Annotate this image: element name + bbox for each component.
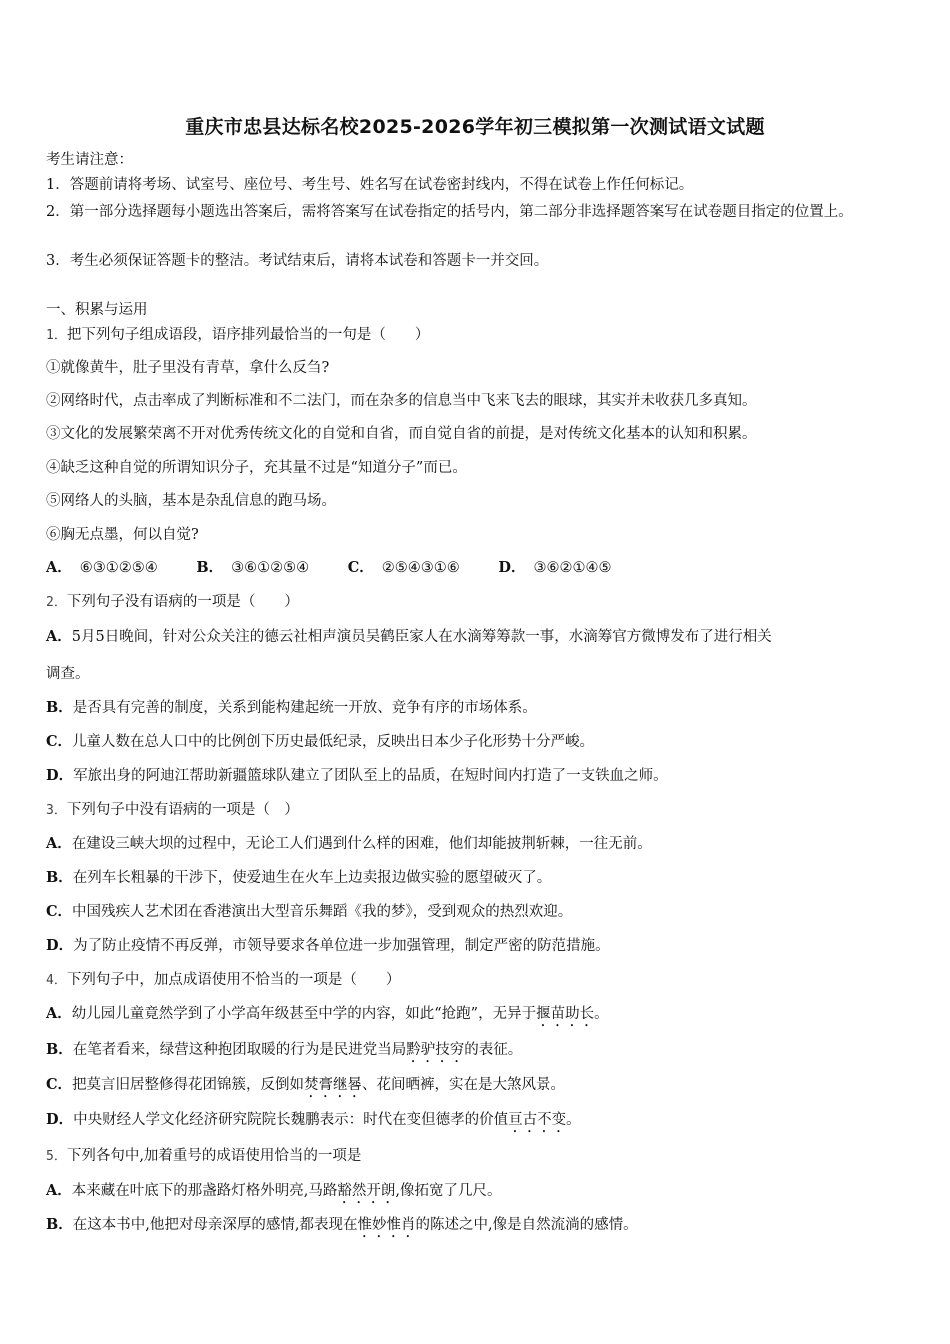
question-text: 下列各句中,加着重号的成语使用恰当的一项是 — [66, 1148, 362, 1164]
option-key: D． — [46, 937, 74, 954]
q5-option-a — [46, 1181, 906, 1207]
option-text: 军旅出身的阿迪江帮助新疆篮球队建立了团队至上的品质，在短时间内打造了一支铁血之师。 — [73, 768, 668, 784]
q1-sentence-5: ⑤网络人的头脑，基本是杂乱信息的跑马场。 — [46, 493, 336, 509]
option-text: 在笔者看来，绿营这种抱团取暖的行为是民进党当局 — [72, 1042, 407, 1058]
option-key: B． — [46, 1041, 73, 1058]
option-text-end: ,像拓宽了几尺。 — [395, 1183, 502, 1199]
option-key: C． — [46, 733, 73, 750]
dotted-idiom: 焚膏继晷 — [304, 1077, 363, 1093]
option-key: A． — [46, 559, 72, 576]
dotted-idiom: 亘古不变 — [508, 1112, 567, 1128]
dotted-idiom: 豁然开朗 — [337, 1183, 396, 1199]
question-4-stem — [46, 970, 906, 991]
question-number: 1． — [46, 328, 67, 343]
option-key: D． — [46, 767, 74, 784]
q2-option-a-cont: 调查。 — [46, 666, 90, 682]
question-text: 把下列句子组成语段，语序排列最恰当的一句是（ ） — [66, 327, 430, 343]
option-text-end: 、花间晒裤，实在是大煞风景。 — [362, 1077, 566, 1093]
option-text: ③⑥②①④⑤ — [533, 560, 612, 576]
dotted-idiom: 惟妙惟肖 — [357, 1217, 416, 1233]
option-text: 在建设三峡大坝的过程中，无论工人们遇到什么样的困难，他们却能披荆斩棘，一往无前。 — [71, 836, 652, 852]
question-1-stem — [46, 325, 906, 346]
question-text: 下列句子没有语病的一项是（ ） — [66, 594, 299, 610]
option-text: 在列车长粗暴的干涉下，使爱迪生在火车上边卖报边做实验的愿望破灭了。 — [72, 870, 552, 886]
question-number: 4． — [46, 973, 67, 988]
notice-item-1: 1．答题前请将考场、试室号、座位号、考生号、姓名写在试卷密封线内，不得在试卷上作任何标记。 — [46, 177, 694, 193]
q2-option-a — [46, 627, 906, 647]
q1-sentence-6: ⑥胸无点墨，何以自觉? — [46, 527, 199, 543]
option-key: B． — [46, 1216, 73, 1233]
q3-option-c — [46, 902, 906, 922]
option-text: 是否具有完善的制度，关系到能构建起统一开放、竞争有序的市场体系。 — [72, 700, 537, 716]
q4-option-a — [46, 1004, 906, 1030]
q1-options — [46, 558, 645, 578]
q4-option-d — [46, 1110, 906, 1136]
q1-sentence-2: ②网络时代，点击率成了判断标准和不二法门，而在杂多的信息当中飞来飞去的眼球，其实并未收获几多真知。 — [46, 393, 757, 409]
option-text: 5月5日晚间，针对公众关注的德云社相声演员吴鹤臣家人在水滴筹筹款一事，水滴筹官方微博发布了进行相关 — [71, 629, 772, 645]
option-key: A． — [46, 835, 72, 852]
q1-option-d — [498, 558, 611, 578]
q4-option-b — [46, 1040, 906, 1066]
option-text-end: 的陈述之中,像是自然流淌的感情。 — [415, 1217, 638, 1233]
page-title: 重庆市忠县达标名校2025-2026学年初三模拟第一次测试语文试题 — [185, 116, 765, 138]
option-text: 儿童人数在总人口中的比例创下历史最低纪录，反映出日本少子化形势十分严峻。 — [72, 734, 595, 750]
option-text: 中国残疾人艺术团在香港演出大型音乐舞蹈《我的梦》，受到观众的热烈欢迎。 — [72, 904, 573, 920]
question-text: 下列句子中没有语病的一项是（ ） — [66, 802, 299, 818]
question-text: 下列句子中，加点成语使用不恰当的一项是（ ） — [66, 972, 401, 988]
q2-option-b — [46, 698, 906, 718]
option-key: B． — [46, 699, 73, 716]
option-text-end: 。 — [594, 1006, 609, 1022]
option-text: 为了防止疫情不再反弹，市领导要求各单位进一步加强管理，制定严密的防范措施。 — [73, 938, 610, 954]
q3-option-d — [46, 936, 906, 956]
q1-option-a — [46, 558, 158, 578]
q1-sentence-3: ③文化的发展繁荣离不开对优秀传统文化的自觉和自省，而自觉自省的前提，是对传统文化基本的认知和积累。 — [46, 426, 757, 442]
question-number: 5． — [46, 1149, 67, 1164]
q3-option-b — [46, 868, 906, 888]
option-key: C． — [347, 559, 374, 576]
option-key: D． — [498, 559, 526, 576]
option-key: B． — [196, 559, 224, 576]
dotted-idiom: 揠苗助长 — [536, 1006, 595, 1022]
option-key: A． — [46, 628, 72, 645]
question-3-stem — [46, 800, 906, 821]
question-number: 3． — [46, 803, 67, 818]
notice-item-3: 3．考生必须保证答题卡的整洁。考试结束后，请将本试卷和答题卡一并交回。 — [46, 253, 549, 269]
option-key: B． — [46, 869, 73, 886]
option-text: ②⑤④③①⑥ — [381, 560, 460, 576]
option-text: 中央财经人学文化经济研究院院长魏鹏表示：时代在变但德孝的价值 — [73, 1112, 509, 1128]
option-key: C． — [46, 1076, 73, 1093]
q3-option-a — [46, 834, 906, 854]
q1-option-c — [348, 558, 460, 578]
notice-heading: 考生请注意： — [46, 152, 133, 168]
option-text: ③⑥①②⑤④ — [231, 560, 310, 576]
q5-option-b — [46, 1215, 906, 1241]
notice-item-2: 2．第一部分选择题每小题选出答案后，需将答案写在试卷指定的括号内，第二部分非选择题答案写在试卷题目指定的位置上。 — [46, 204, 853, 220]
q4-option-c — [46, 1075, 906, 1101]
question-number: 2． — [46, 595, 67, 610]
option-text-end: 。 — [566, 1112, 581, 1128]
question-5-stem — [46, 1146, 906, 1167]
q2-option-d — [46, 766, 906, 786]
q2-option-c — [46, 732, 906, 752]
question-2-stem — [46, 592, 906, 613]
option-key: A． — [46, 1182, 72, 1199]
q1-sentence-4: ④缺乏这种自觉的所谓知识分子，充其量不过是“知道分子”而已。 — [46, 460, 467, 476]
q1-sentence-1: ①就像黄牛，肚子里没有青草，拿什么反刍? — [46, 360, 330, 376]
option-text: 幼儿园儿童竟然学到了小学高年级甚至中学的内容，如此“抢跑”，无异于 — [71, 1006, 537, 1022]
option-text: 把莫言旧居整修得花团锦簇，反倒如 — [72, 1077, 305, 1093]
option-key: A． — [46, 1005, 72, 1022]
option-text: ⑥③①②⑤④ — [79, 560, 158, 576]
option-text: 本来藏在叶底下的那盏路灯格外明亮,马路 — [71, 1183, 338, 1199]
dotted-idiom: 黔驴技穷 — [406, 1042, 465, 1058]
section-heading: 一、积累与运用 — [46, 302, 148, 318]
option-key: D． — [46, 1111, 74, 1128]
option-text: 在这本书中,他把对母亲深厚的感情,都表现在 — [72, 1217, 358, 1233]
q1-option-b — [196, 558, 309, 578]
option-key: C． — [46, 903, 73, 920]
option-text-end: 的表征。 — [464, 1042, 523, 1058]
